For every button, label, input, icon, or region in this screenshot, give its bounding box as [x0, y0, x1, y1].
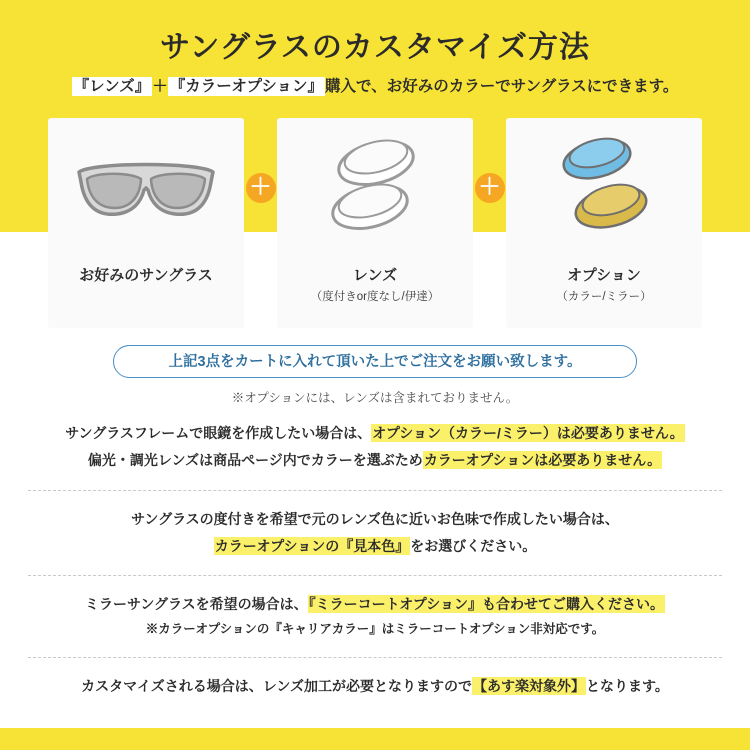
cart-instruction-pill: 上記3点をカートに入れて頂いた上でご注文をお願い致します。: [113, 345, 637, 378]
page-title: サングラスのカスタマイズ方法: [159, 31, 591, 64]
card-option-label: オプション: [567, 267, 641, 284]
card-option-sublabel: （カラー/ミラー）: [556, 291, 652, 303]
note-4-1-highlight: 【あす楽対象外】: [472, 678, 585, 695]
note-2-2-post: をお選びください。: [410, 537, 537, 554]
card-lens-label: レンズ: [352, 267, 398, 284]
note-group-4: [28, 671, 722, 702]
note-group-4-line-1: [28, 673, 722, 700]
note-group-2-line-1: サングラスの度付きを希望で元のレンズ色に近いお色味で作成したい場合は、: [131, 510, 619, 527]
note-4-1-post: となります。: [585, 678, 669, 695]
card-lens-sublabel: （度付きor度なし/伊達）: [310, 291, 440, 303]
divider-1: [28, 490, 722, 491]
note-1-1-pre: サングラスフレームで眼鏡を作成したい場合は、: [65, 425, 372, 441]
page-subtitle: [0, 74, 750, 96]
card-option: [506, 118, 702, 328]
note-1-2-highlight: カラーオプションは必要ありません。: [423, 452, 662, 469]
note-1-2-pre: 偏光・調光レンズは商品ページ内でカラーを選ぶため: [87, 452, 423, 469]
bottom-yellow-strip: [0, 728, 750, 750]
sunglasses-icon: [48, 118, 244, 258]
note-2-2-highlight: カラーオプションの『見本色』: [214, 537, 410, 554]
note-group-3: [28, 589, 722, 644]
note-group-2-line-2: [28, 533, 722, 560]
divider-2: [28, 575, 722, 576]
plus-icon-2: ＋: [475, 173, 505, 203]
card-lens: [277, 118, 473, 328]
note-4-1-pre: カスタマイズされる場合は、レンズ加工が必要となりますので: [81, 678, 472, 695]
cards-row: [48, 118, 702, 328]
option-lens-note: ※オプションには、レンズは含まれておりません。: [231, 391, 519, 405]
card-sunglasses: [48, 118, 244, 328]
note-group-3-line-1: [28, 591, 722, 618]
notes-section: [28, 418, 722, 703]
note-group-3-line-2: ※カラーオプションの『キャリアカラー』はミラーコートオプション非対応です。: [145, 622, 605, 637]
lens-pair-icon: [277, 118, 473, 258]
divider-3: [28, 657, 722, 658]
subtitle-tail-text: 購入で、お好みのカラーでサングラスにできます。: [325, 78, 679, 95]
note-group-1-line-2: [28, 447, 722, 474]
plus-icon-1: ＋: [246, 173, 276, 203]
subtitle-lens-text: 『レンズ』: [73, 78, 151, 95]
note-group-1-line-1: [28, 420, 722, 447]
note-3-1-pre: ミラーサングラスを希望の場合は、: [85, 596, 308, 613]
card-sunglasses-label: お好みのサングラス: [79, 267, 213, 284]
subtitle-color-option-text: 『カラーオプション』: [169, 78, 324, 95]
note-3-1-highlight: 『ミラーコートオプション』も合わせてご購入ください。: [308, 596, 664, 613]
note-1-1-highlight: オプション（カラー/ミラー）は必要ありません。: [372, 425, 684, 441]
note-group-2: [28, 504, 722, 563]
subtitle-plus-text: ＋: [152, 78, 168, 95]
note-group-1: [28, 418, 722, 477]
color-option-icon: [506, 118, 702, 258]
